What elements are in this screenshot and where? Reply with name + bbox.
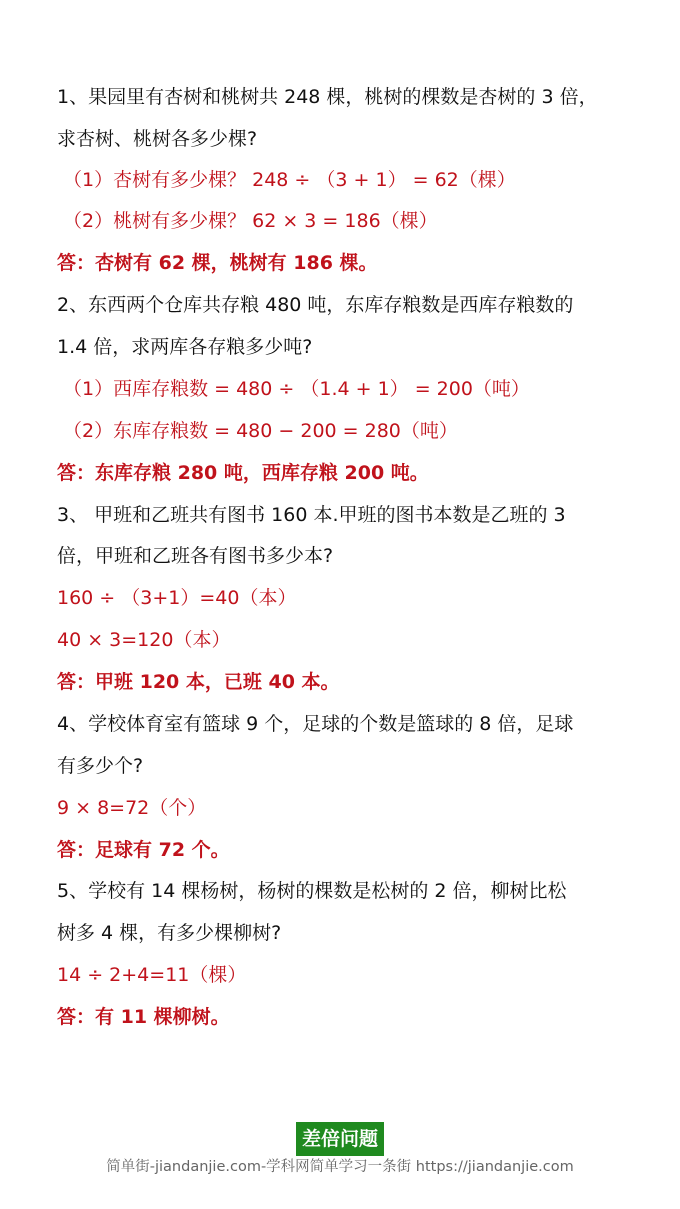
problem-3-answer: 答：甲班 120 本，已班 40 本。: [57, 671, 340, 693]
problem-4-question-line-1: 4、学校体育室有篮球 9 个，足球的个数是篮球的 8 倍，足球: [57, 713, 574, 735]
problem-5-question-line-1: 5、学校有 14 棵杨树，杨树的棵数是松树的 2 倍，柳树比松: [57, 880, 567, 902]
problem-5-question-line-2: 树多 4 棵，有多少棵柳树?: [57, 922, 282, 944]
footer-watermark: 简单街-jiandanjie.com-学科网简单学习一条街 https://jiandanjie.com: [106, 1159, 574, 1175]
problem-1-question-line-2: 求杏树、桃树各多少棵?: [57, 128, 258, 150]
problem-3-step-1: 160 ÷ （3+1）=40（本）: [57, 587, 297, 609]
problem-2-step-1: （1）西库存粮数 = 480 ÷ （1.4 + 1） = 200（吨）: [63, 378, 530, 400]
problem-3-step-2: 40 × 3=120（本）: [57, 629, 231, 651]
problem-2-step-2: （2）东库存粮数 = 480 − 200 = 280（吨）: [63, 420, 458, 442]
problem-2-question-line-2: 1.4 倍，求两库各存粮多少吨?: [57, 336, 313, 358]
problem-1-answer: 答：杏树有 62 棵，桃树有 186 棵。: [57, 252, 378, 274]
problem-1-step-1: （1）杏树有多少棵？ 248 ÷ （3 + 1） = 62（棵）: [63, 169, 516, 191]
problem-2-question-line-1: 2、东西两个仓库共存粮 480 吨，东库存粮数是西库存粮数的: [57, 294, 574, 316]
problem-5-answer: 答：有 11 棵柳树。: [57, 1006, 230, 1028]
topic-badge: 差倍问题: [296, 1122, 384, 1156]
problem-1-question-line-1: 1、果园里有杏树和桃树共 248 棵，桃树的棵数是杏树的 3 倍，: [57, 86, 598, 108]
problem-2-answer: 答：东库存粮 280 吨，西库存粮 200 吨。: [57, 462, 429, 484]
problem-4-question-line-2: 有多少个?: [57, 755, 144, 777]
problem-5-step-1: 14 ÷ 2+4=11（棵）: [57, 964, 247, 986]
problem-4-step-1: 9 × 8=72（个）: [57, 797, 207, 819]
problem-1-step-2: （2）桃树有多少棵？ 62 × 3 = 186（棵）: [63, 210, 438, 232]
problem-3-question-line-2: 倍，甲班和乙班各有图书多少本?: [57, 545, 334, 567]
problem-3-question-line-1: 3、 甲班和乙班共有图书 160 本.甲班的图书本数是乙班的 3: [57, 504, 566, 526]
problem-4-answer: 答：足球有 72 个。: [57, 839, 230, 861]
